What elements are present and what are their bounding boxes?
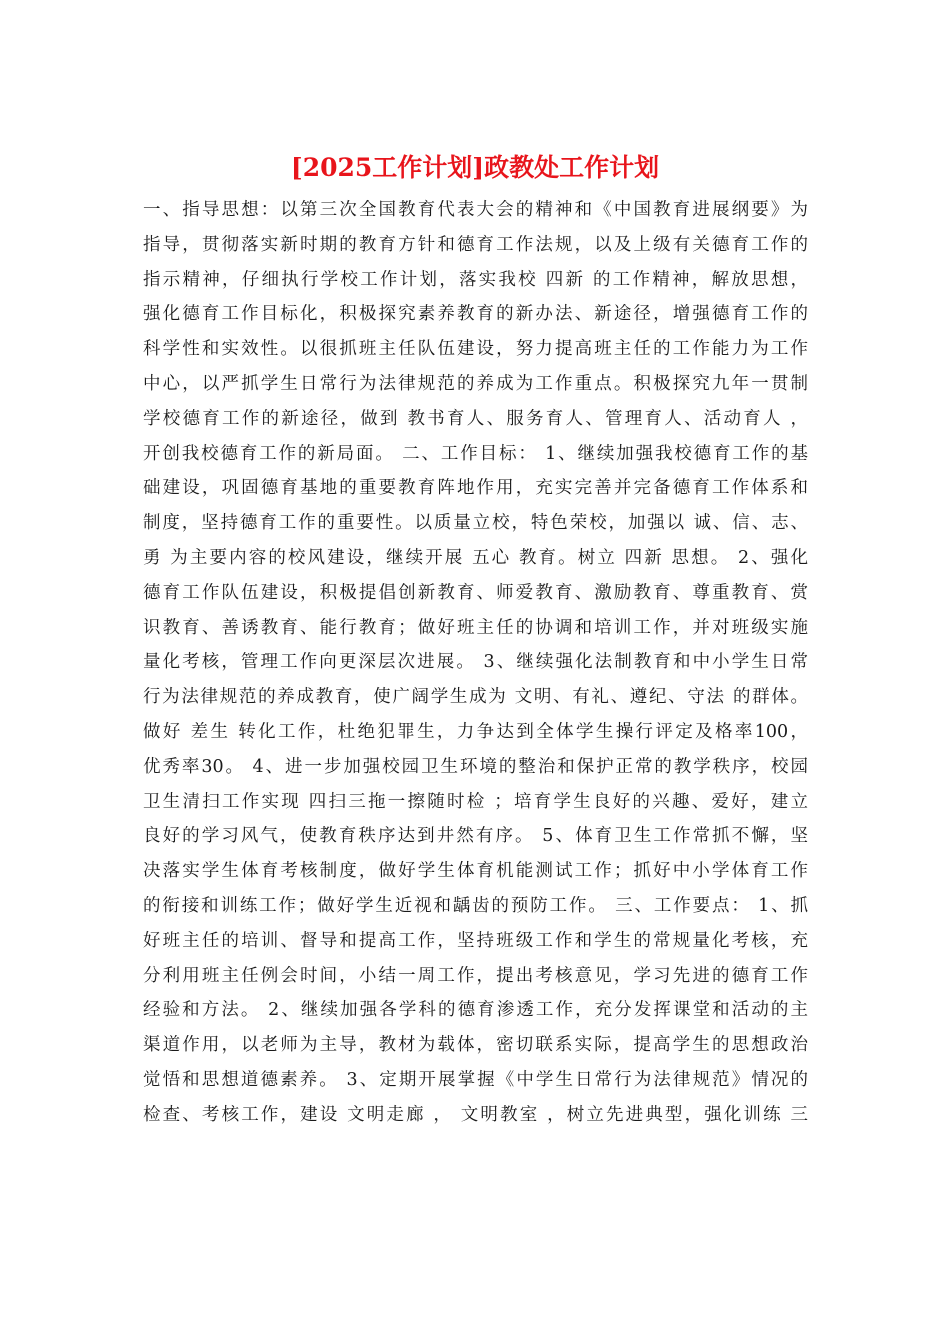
body-text-line: 优秀率30。 4、进一步加强校园卫生环境的整治和保护正常的教学秩序，校园 [143,756,808,777]
body-text-line: 开创我校德育工作的新局面。 二、工作目标： 1、继续加强我校德育工作的基 [143,443,808,464]
body-text-line: 经验和方法。 2、继续加强各学科的德育渗透工作，充分发挥课堂和活动的主 [143,1000,808,1021]
body-text-line: 好班主任的培训、督导和提高工作，坚持班级工作和学生的常规量化考核，充 [143,930,808,951]
body-text-line: 指导，贯彻落实新时期的教育方针和德育工作法规，以及上级有关德育工作的 [143,234,808,255]
body-text-line: 量化考核，管理工作向更深层次进展。 3、继续强化法制教育和中小学生日常 [143,652,808,673]
body-text-line: 中心，以严抓学生日常行为法律规范的养成为工作重点。积极探究九年一贯制 [143,373,808,394]
body-text-line: 指示精神，仔细执行学校工作计划，落实我校 四新 的工作精神，解放思想， [143,269,808,290]
body-text-line: 勇 为主要内容的校风建设，继续开展 五心 教育。树立 四新 思想。 2、强化 [143,547,808,568]
body-text-line: 强化德育工作目标化，积极探究素养教育的新办法、新途径，增强德育工作的 [143,304,808,325]
body-text-line: 学校德育工作的新途径，做到 教书育人、服务育人、管理育人、活动育人 ， [143,408,808,429]
body-text-line: 良好的学习风气，使教育秩序达到井然有序。 5、体育卫生工作常抓不懈，坚 [143,826,808,847]
body-text-line: 检查、考核工作，建设 文明走廊 ， 文明教室 ，树立先进典型，强化训练 三 [143,1104,808,1125]
document-title: [2025工作计划]政教处工作计划 [290,153,660,182]
body-text-line: 渠道作用，以老师为主导，教材为载体，密切联系实际，提高学生的思想政治 [143,1035,808,1056]
body-text-line: 德育工作队伍建设，积极提倡创新教育、师爱教育、激励教育、尊重教育、赏 [143,582,808,603]
body-text-line: 一、指导思想：以第三次全国教育代表大会的精神和《中国教育进展纲要》为 [143,200,808,220]
body-text-line: 做好 差生 转化工作，杜绝犯罪生，力争达到全体学生操行评定及格率100， [143,721,808,742]
body-text-line: 识教育、善诱教育、能行教育；做好班主任的协调和培训工作，并对班级实施 [143,617,808,638]
body-text-line: 卫生清扫工作实现 四扫三拖一擦随时检 ；培育学生良好的兴趣、爱好，建立 [143,791,808,812]
body-text-line: 科学性和实效性。以很抓班主任队伍建设，努力提高班主任的工作能力为工作 [143,339,808,360]
body-text-line: 行为法律规范的养成教育，使广阔学生成为 文明、有礼、遵纪、守法 的群体。 [143,687,808,708]
body-text-line: 决落实学生体育考核制度，做好学生体育机能测试工作；抓好中小学体育工作 [143,861,808,882]
body-text-line: 的衔接和训练工作；做好学生近视和龋齿的预防工作。 三、工作要点： 1、抓 [143,895,808,916]
body-text-line: 分利用班主任例会时间，小结一周工作，提出考核意见，学习先进的德育工作 [143,965,808,986]
body-text-line: 础建设，巩固德育基地的重要教育阵地作用，充实完善并完备德育工作体系和 [143,478,808,499]
body-text-line: 觉悟和思想道德素养。 3、定期开展掌握《中学生日常行为法律规范》情况的 [143,1069,808,1090]
document-body [143,193,808,1133]
body-text-line: 制度，坚持德育工作的重要性。以质量立校，特色荣校，加强以 诚、信、志、 [143,513,808,534]
